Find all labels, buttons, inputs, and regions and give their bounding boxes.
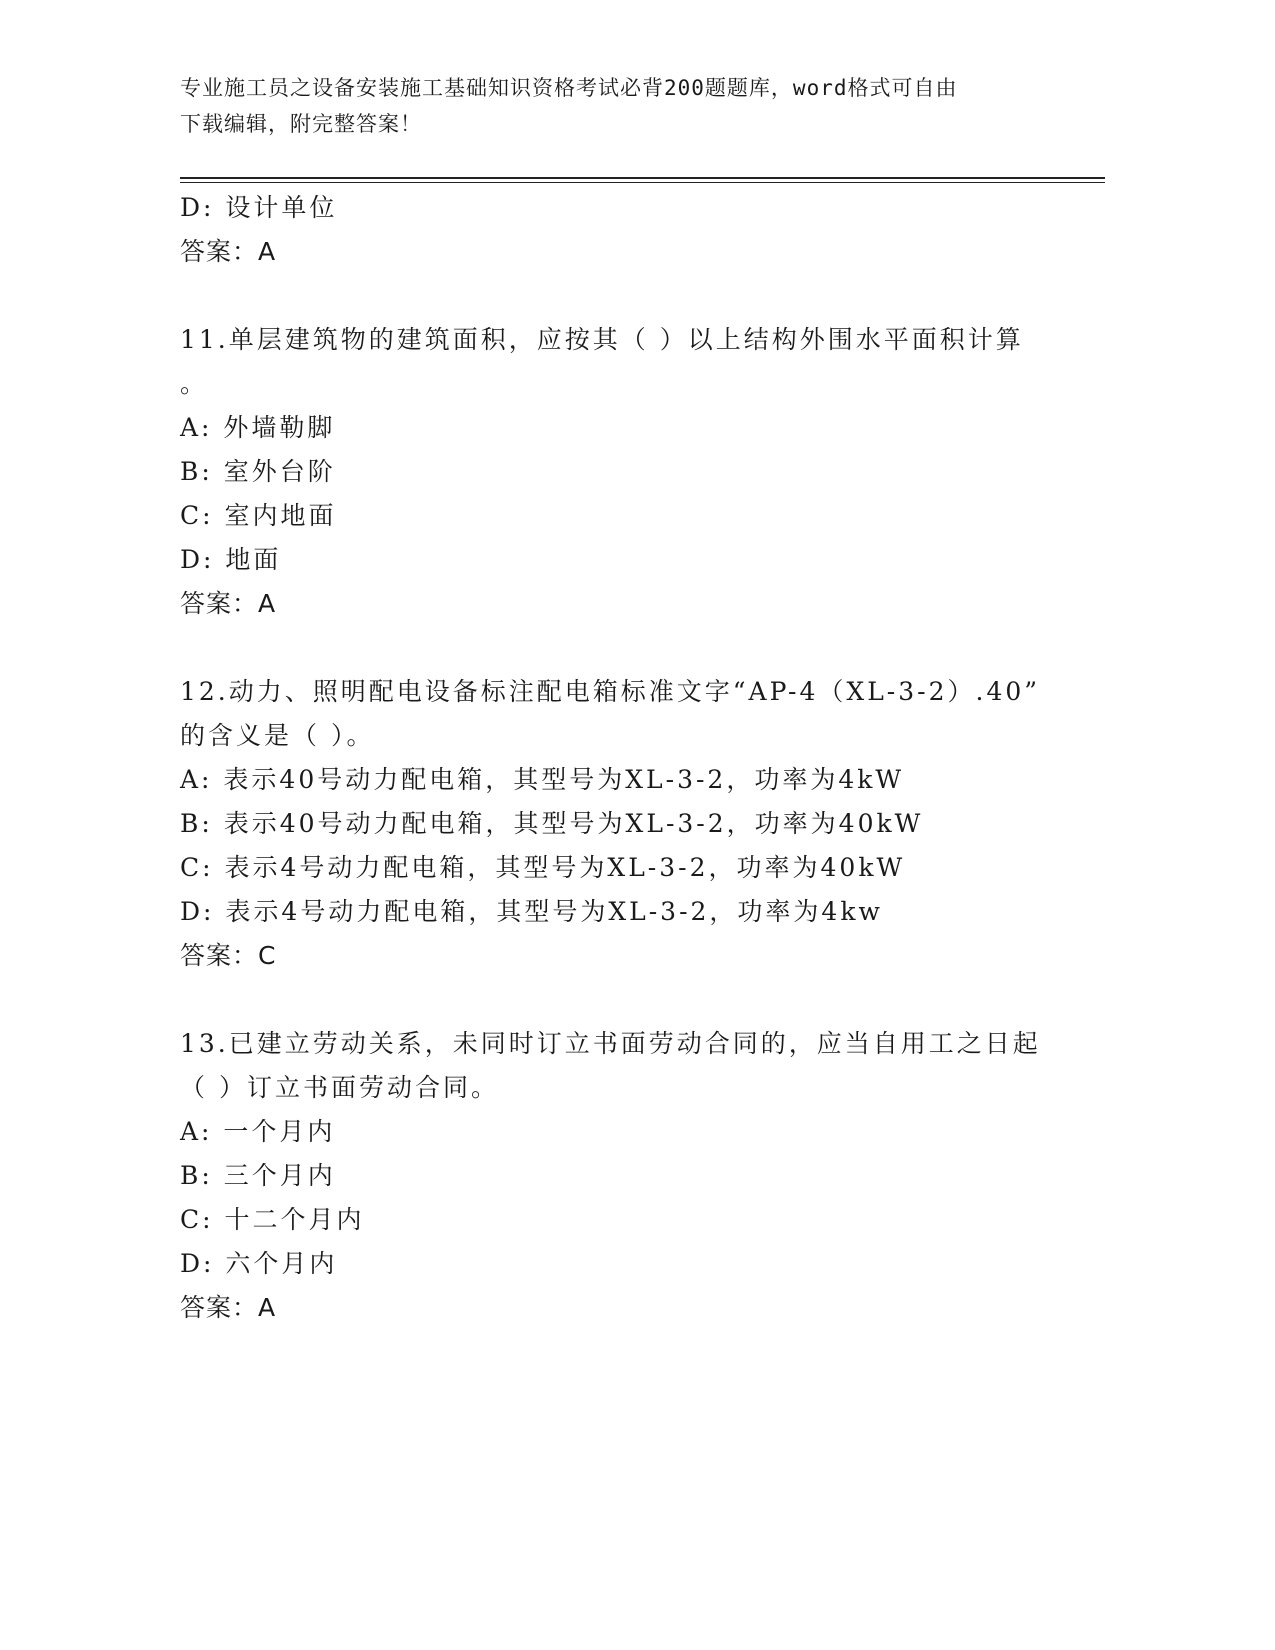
question-13 — [180, 1022, 1100, 1330]
option-c: C: 十二个月内 — [180, 1205, 365, 1234]
option-c: C: 室内地面 — [180, 501, 337, 530]
answer-line: 答案：C — [180, 941, 277, 970]
spacer — [180, 978, 1100, 1022]
answer-line: 答案：A — [180, 1293, 277, 1322]
header-rule-thick — [180, 177, 1105, 179]
option-c: C: 表示4号动力配电箱，其型号为XL-3-2，功率为40kW — [180, 853, 906, 882]
header-title-line-1: 专业施工员之设备安装施工基础知识资格考试必背200题题库，word格式可自由 — [180, 76, 958, 100]
question-11 — [180, 318, 1100, 626]
option-d: D: 六个月内 — [180, 1249, 338, 1278]
spacer — [180, 274, 1100, 318]
answer-line: 答案：A — [180, 237, 277, 266]
option-d: D: 设计单位 — [180, 193, 338, 222]
option-d: D: 表示4号动力配电箱，其型号为XL-3-2，功率为4kw — [180, 897, 883, 926]
answer-line: 答案：A — [180, 589, 277, 618]
spacer — [180, 626, 1100, 670]
option-d: D: 地面 — [180, 545, 282, 574]
option-a: A: 外墙勒脚 — [180, 413, 336, 442]
question-stem-continued: 的含义是（ ）。 — [180, 721, 375, 750]
question-stem: 11.单层建筑物的建筑面积，应按其（ ）以上结构外围水平面积计算 — [180, 325, 1024, 354]
question-stem: 12.动力、照明配电设备标注配电箱标准文字“AP-4（XL-3-2）.40” — [180, 677, 1041, 706]
question-12 — [180, 670, 1100, 978]
option-b: B: 三个月内 — [180, 1161, 336, 1190]
option-b: B: 室外台阶 — [180, 457, 336, 486]
question-stem-continued: （ ）订立书面劳动合同。 — [180, 1073, 499, 1102]
question-stem: 13.已建立劳动关系，未同时订立书面劳动合同的，应当自用工之日起 — [180, 1029, 1041, 1058]
document-header — [180, 70, 1060, 142]
question-stem-continued: 。 — [180, 369, 209, 398]
header-title-line-2: 下载编辑，附完整答案！ — [180, 112, 422, 136]
previous-question-tail — [180, 186, 1100, 274]
option-a: A: 一个月内 — [180, 1117, 336, 1146]
option-b: B: 表示40号动力配电箱，其型号为XL-3-2，功率为40kW — [180, 809, 924, 838]
header-rule-thin — [180, 182, 1105, 183]
question-content — [180, 186, 1100, 1330]
option-a: A: 表示40号动力配电箱，其型号为XL-3-2，功率为4kW — [180, 765, 905, 794]
